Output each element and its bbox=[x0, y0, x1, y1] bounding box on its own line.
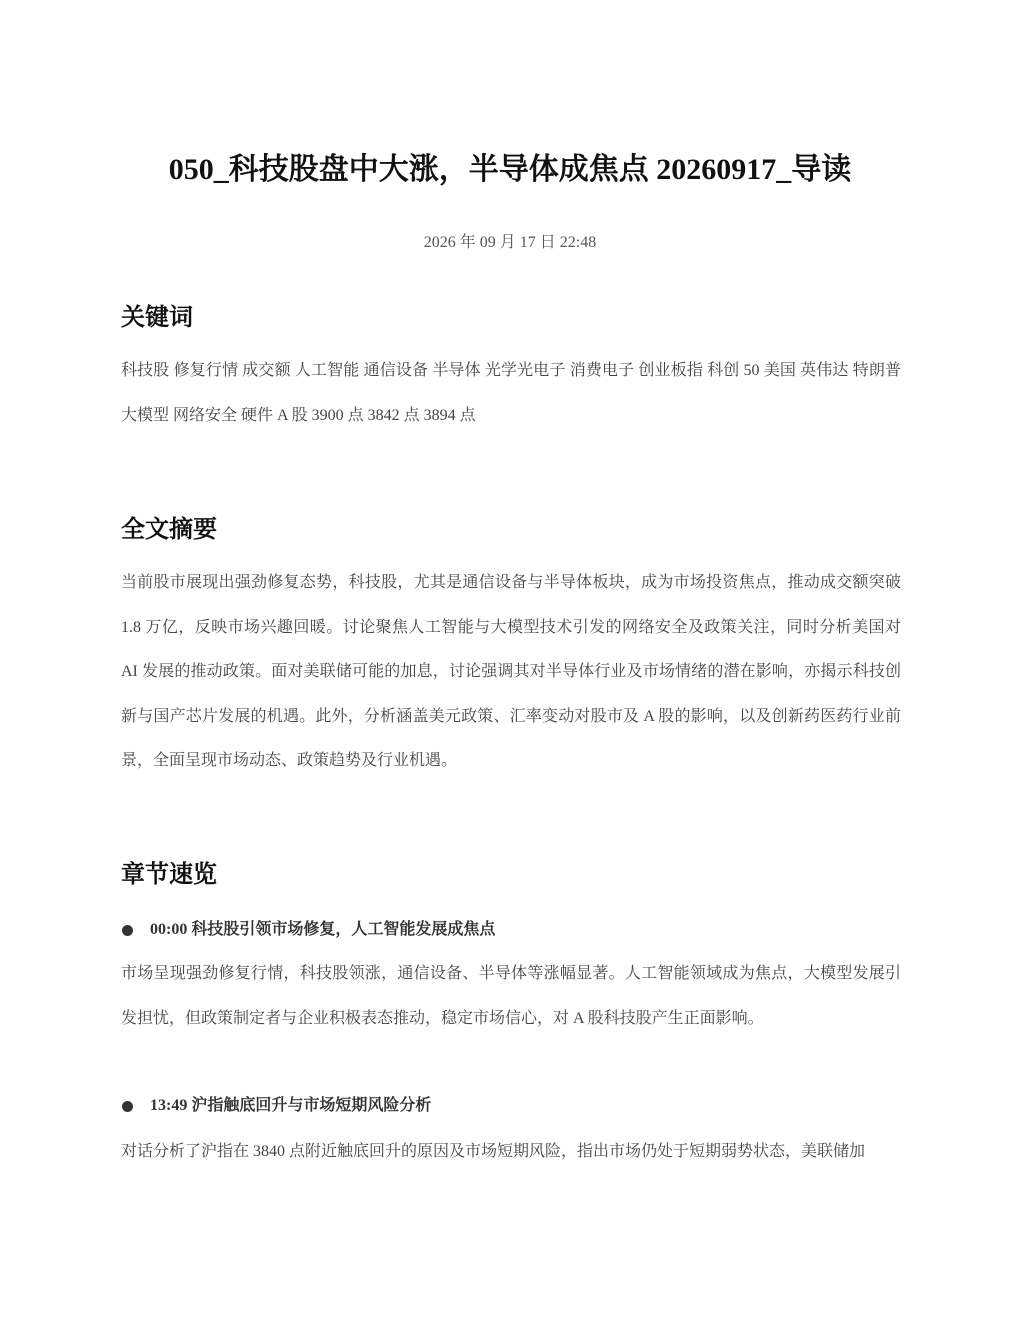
chapter-title: 00:00 科技股引领市场修复，人工智能发展成焦点 bbox=[150, 921, 496, 938]
bullet-icon bbox=[122, 1101, 133, 1112]
summary-text: 当前股市展现出强劲修复态势，科技股，尤其是通信设备与半导体板块，成为市场投资焦点，推动成交额突破 1.8 万亿，反映市场兴趣回暖。讨论聚焦人工智能与大模型技术引发的网络安全及政策关注，同时分析美国对 AI 发展的推动政策。面对美联储可能的加息，讨论强调其对半导体行业及市场情绪的潜在影响，亦揭示科技创新与国产芯片发展的机遇。此外，分析涵盖美元政策、汇率变动对股市及 A 股的影响，以及创新药医药行业前景，全面呈现市场动态、政策趋势及行业机遇。 bbox=[121, 574, 901, 769]
chapter-text: 对话分析了沪指在 3840 点附近触底回升的原因及市场短期风险，指出市场仍处于短期弱势状态，美联储加 bbox=[121, 1143, 866, 1160]
chapter-item-title bbox=[121, 1093, 901, 1119]
keywords-heading: 关键词 bbox=[121, 303, 193, 331]
chapter-text: 市场呈现强劲修复行情，科技股领涨，通信设备、半导体等涨幅显著。人工智能领域成为焦点，大模型发展引发担忧，但政策制定者与企业积极表态推动，稳定市场信心，对 A 股科技股产生正面影响。 bbox=[121, 965, 901, 1027]
document-date: 2026 年 09 月 17 日 22:48 bbox=[423, 234, 597, 251]
bullet-icon bbox=[122, 925, 133, 936]
chapter-item-title bbox=[121, 917, 901, 943]
document-title: 050_科技股盘中大涨，半导体成焦点 20260917_导读 bbox=[168, 153, 852, 186]
summary-heading: 全文摘要 bbox=[121, 515, 217, 543]
chapters-heading: 章节速览 bbox=[121, 860, 217, 888]
chapter-title: 13:49 沪指触底回升与市场短期风险分析 bbox=[150, 1097, 432, 1114]
keywords-text: 科技股 修复行情 成交额 人工智能 通信设备 半导体 光学光电子 消费电子 创业板指 科创 50 美国 英伟达 特朗普 大模型 网络安全 硬件 A 股 3900 点 3842 点 3894 点 bbox=[121, 362, 901, 424]
